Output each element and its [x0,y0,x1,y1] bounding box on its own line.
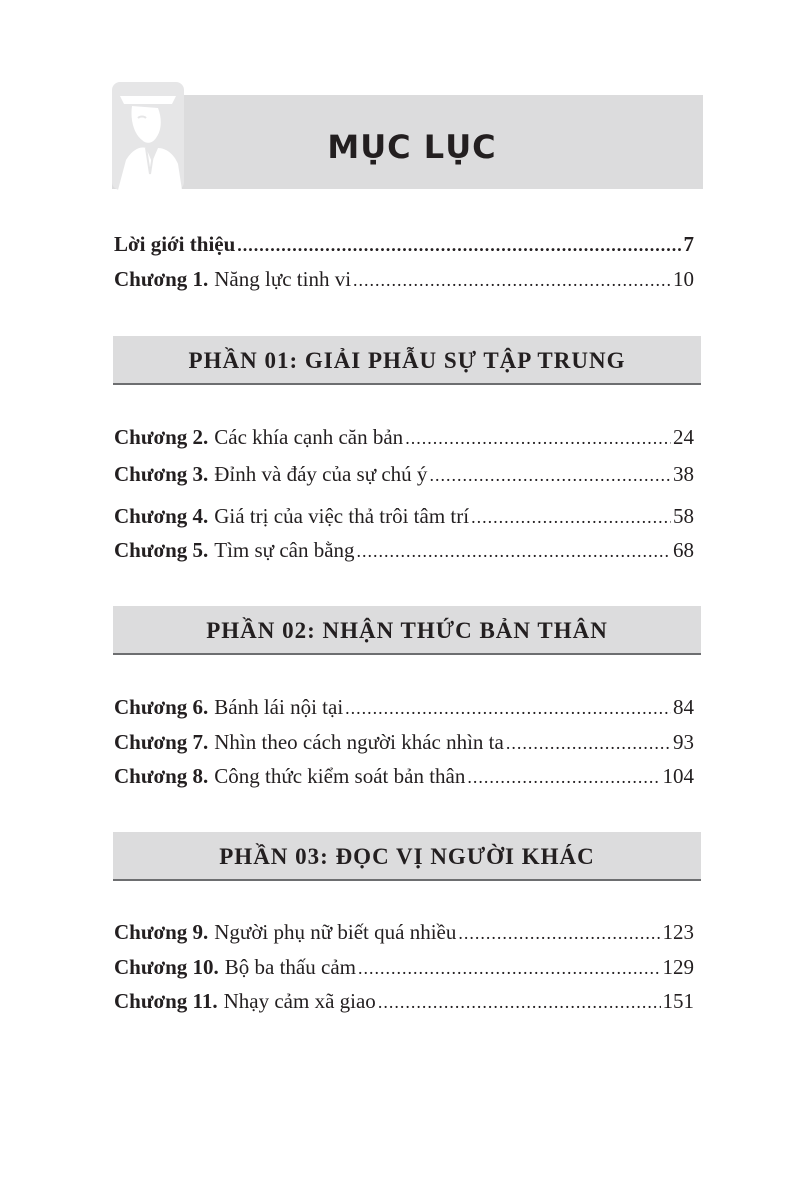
toc-chapter-label: Chương 4. [114,504,209,528]
toc-chapter-label: Chương 5. [114,538,209,562]
toc-chapter-title: Nhạy cảm xã giao [223,989,376,1013]
toc-entry-intro[interactable] [114,232,694,257]
page-title: MỤC LỤC [327,128,497,166]
toc-chapter-title: Công thức kiểm soát bản thân [214,764,466,788]
toc-chapter-title: Năng lực tinh vi [214,267,352,291]
toc-dot-leader [467,767,660,788]
toc-chapter-title: Đỉnh và đáy của sự chú ý [214,462,428,486]
toc-chapter-title: Các khía cạnh căn bản [214,425,404,449]
silhouette-logo-icon [112,82,184,190]
toc-chapter-label: Chương 1. [114,267,209,291]
toc-page-number: 84 [673,695,694,719]
toc-entry-chapter-6[interactable] [114,695,694,720]
part-heading-2: PHẦN 02: NHẬN THỨC BẢN THÂN [113,606,701,655]
toc-dot-leader [471,507,671,528]
toc-dot-leader [506,733,671,754]
toc-chapter-title: Giá trị của việc thả trôi tâm trí [214,504,470,528]
toc-chapter-label: Chương 11. [114,989,218,1013]
toc-chapter-title: Người phụ nữ biết quá nhiều [214,920,457,944]
toc-dot-leader [429,465,671,486]
toc-chapter-label: Chương 3. [114,462,209,486]
toc-entry-chapter-3[interactable] [114,462,694,487]
toc-page-number: 104 [662,764,694,788]
toc-page-number: 129 [662,955,694,979]
toc-page-number: 58 [673,504,694,528]
toc-chapter-label: Chương 10. [114,955,219,979]
toc-dot-leader [345,698,671,719]
toc-chapter-title: Bánh lái nội tại [214,695,344,719]
toc-chapter-label: Chương 7. [114,730,209,754]
toc-entry-chapter-2[interactable] [114,425,694,450]
toc-entry-chapter-8[interactable] [114,764,694,789]
toc-chapter-title: Bộ ba thấu cảm [224,955,356,979]
toc-page-number: 10 [673,267,694,291]
toc-entry-chapter-4[interactable] [114,504,694,529]
toc-page-number: 38 [673,462,694,486]
toc-dot-leader [378,992,661,1013]
toc-dot-leader [358,958,661,979]
toc-dot-leader [458,923,660,944]
toc-page-number: 93 [673,730,694,754]
toc-dot-leader [237,235,681,256]
toc-chapter-title: Nhìn theo cách người khác nhìn ta [214,730,504,754]
toc-entry-chapter-9[interactable] [114,920,694,945]
toc-entry-chapter-11[interactable] [114,989,694,1014]
toc-entry-chapter-5[interactable] [114,538,694,563]
toc-page-number: 68 [673,538,694,562]
toc-entry-chapter-7[interactable] [114,730,694,755]
toc-chapter-label: Chương 6. [114,695,209,719]
toc-chapter-label: Chương 9. [114,920,209,944]
toc-entry-label: Lời giới thiệu [114,232,236,256]
toc-page-number: 24 [673,425,694,449]
toc-entry-chapter-1[interactable] [114,267,694,292]
toc-page-number: 151 [662,989,694,1013]
toc-entry-chapter-10[interactable] [114,955,694,980]
toc-chapter-title: Tìm sự cân bằng [214,538,355,562]
part-heading-1: PHẦN 01: GIẢI PHẪU SỰ TẬP TRUNG [113,336,701,385]
toc-page-number: 123 [662,920,694,944]
part-heading-3: PHẦN 03: ĐỌC VỊ NGƯỜI KHÁC [113,832,701,881]
toc-dot-leader [353,270,671,291]
toc-chapter-label: Chương 2. [114,425,209,449]
toc-dot-leader [405,428,671,449]
toc-page-number: 7 [683,232,694,256]
toc-chapter-label: Chương 8. [114,764,209,788]
toc-dot-leader [357,541,671,562]
